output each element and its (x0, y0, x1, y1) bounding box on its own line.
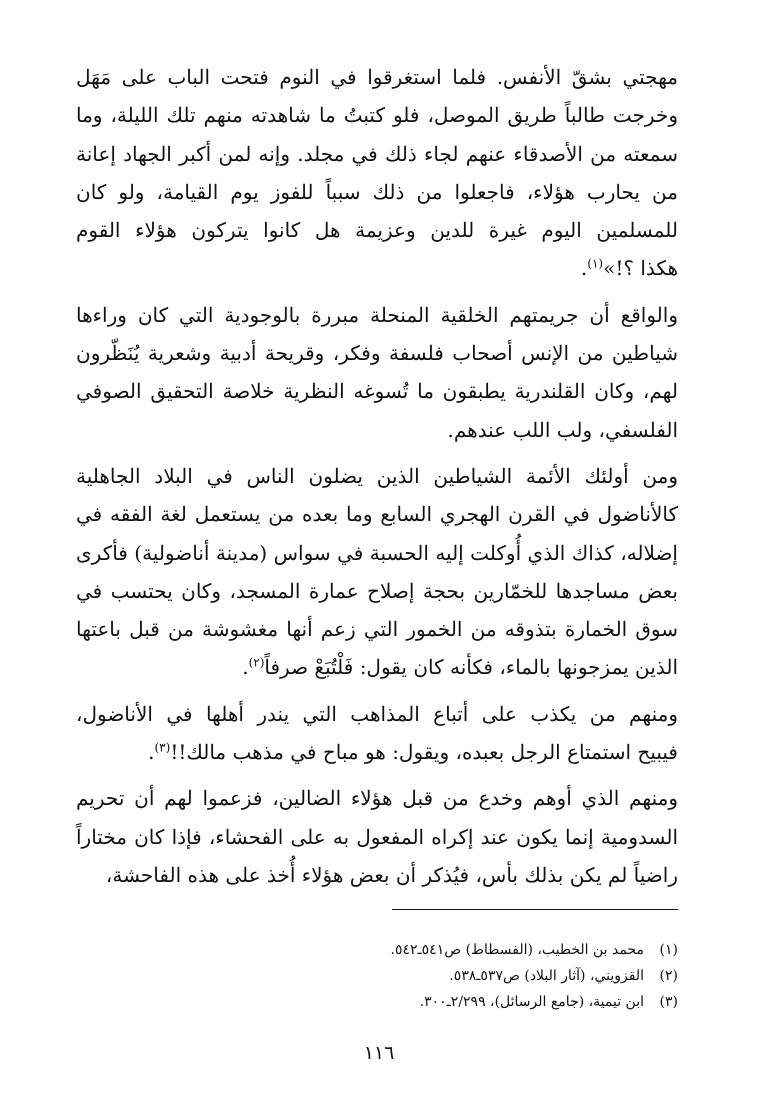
text-line (76, 856, 678, 894)
line-text: مهجتي بشقّ الأنفس. فلما استغرقوا في النوم فتحت الباب على مَهَل (76, 65, 678, 89)
line-text: للمسلمين اليوم غيرة للدين وعزيمة هل كانوا يتركون هؤلاء القوم (76, 218, 678, 243)
line-text: الذين يمزجونها بالماء، فكأنه كان يقول: فَلْتُبَعْ صرفاً (264, 655, 678, 680)
line-text: إضلاله، كذاك الذي أُوكلت إليه الحسبة في سواس (مدينة أناضولية) فأكرى (76, 540, 678, 565)
text-line (76, 372, 678, 410)
footnote-reference[interactable]: (٢) (248, 655, 265, 670)
line-text: هكذا ؟!» (603, 256, 678, 281)
text-line (76, 779, 678, 817)
footnote-number: (١) (659, 942, 678, 958)
footnote-text: القزويني، (آثار البلاد) ص٥٣٧ـ٥٣٨. (449, 968, 644, 984)
footnote-number: (٢) (659, 968, 678, 984)
footnote-item (76, 963, 678, 989)
paragraph (76, 779, 678, 894)
footnote-item (76, 989, 678, 1015)
line-text: والواقع أن جريمتهم الخلقية المنحلة مبررة بالوجودية التي كان وراءها (76, 302, 678, 327)
text-line (76, 58, 678, 96)
line-text: ومن أولئك الأئمة الشياطين الذين يضلون الناس في البلاد الجاهلية (76, 463, 678, 488)
line-text: ومنهم الذي أوهم وخدع من قبل هؤلاء الضالين، فزعموا لهم أن تحريم (76, 786, 678, 811)
line-text: الفلسفي، ولب اللب عندهم. (447, 417, 678, 442)
body-text (76, 58, 678, 894)
text-line (76, 296, 678, 334)
line-text: لهم، وكان القلندرية يطبقون ما تُسوغه النظرية خلاصة التحقيق الصوفي (76, 379, 678, 404)
footnote-number: (٣) (659, 994, 678, 1010)
line-text: السدومية إنما يكون عند إكراه المفعول به على الفحشاء، فإذا كان مختاراً (76, 824, 678, 849)
text-line (76, 695, 678, 733)
footnote-separator (392, 909, 678, 910)
text-line (76, 457, 678, 495)
footnotes (76, 937, 678, 1015)
page-number: ١١٦ (363, 1042, 395, 1064)
text-line (76, 534, 678, 572)
text-line (76, 211, 678, 249)
text-line (76, 334, 678, 372)
paragraph (76, 58, 678, 288)
text-line (76, 249, 678, 287)
text-line (76, 572, 678, 610)
sentence-end: . (580, 256, 588, 281)
paragraph (76, 296, 678, 449)
footnote-reference[interactable]: (٣) (154, 740, 171, 755)
footnote-text: ابن تيمية، (جامع الرسائل)، ٢/٢٩٩ـ٣٠٠. (419, 994, 644, 1010)
footnote-reference[interactable]: (١) (587, 256, 604, 271)
text-line (76, 648, 678, 686)
line-text: وخرجت طالباً طريق الموصل، فلو كتبتُ ما شاهدته منهم تلك الليلة، وما (76, 103, 678, 128)
paragraph (76, 695, 678, 772)
text-line (76, 173, 678, 211)
line-text: سمعته من الأصدقاء عنهم لجاء ذلك في مجلد. وإنه لمن أكبر الجهاد إعانة (76, 141, 678, 166)
sentence-end: . (242, 655, 249, 680)
line-text: من يحارب هؤلاء، فاجعلوا من ذلك سبباً للفوز يوم القيامة، ولو كان (76, 179, 678, 204)
footnote-text: محمد بن الخطيب، (الفسطاط) ص٥٤١ـ٥٤٢. (390, 942, 644, 958)
text-line (76, 733, 678, 771)
sentence-end: . (148, 740, 155, 765)
line-text: راضياً لم يكن بذلك بأس، فيُذكر أن بعض هؤلاء أُخذ على هذه الفاحشة، (105, 862, 678, 887)
paragraph (76, 457, 678, 687)
footnote-item (76, 937, 678, 963)
line-text: كالأناضول في القرن الهجري السابع وما بعده من يستعمل لغة الفقه في (76, 502, 678, 527)
text-line (76, 411, 678, 449)
text-line (76, 135, 678, 173)
text-line (76, 818, 678, 856)
text-line (76, 495, 678, 533)
line-text: بعض مساجدها للخمّارين بحجة إصلاح عمارة المسجد، وكان يحتسب في (76, 578, 678, 603)
text-line (76, 610, 678, 648)
text-line (76, 96, 678, 134)
line-text: فيبيح استمتاع الرجل بعبده، ويقول: هو مباح في مذهب مالك!! (170, 740, 678, 765)
line-text: سوق الخمارة بتذوقه من الخمور التي زعم أنها مغشوشة من قبل باعتها (76, 617, 678, 642)
line-text: ومنهم من يكذب على أتباع المذاهب التي يندر أهلها في الأناضول، (76, 701, 678, 726)
line-text: شياطين من الإنس أصحاب فلسفة وفكر، وقريحة أدبية وشعرية يُنَظّرون (76, 341, 678, 366)
